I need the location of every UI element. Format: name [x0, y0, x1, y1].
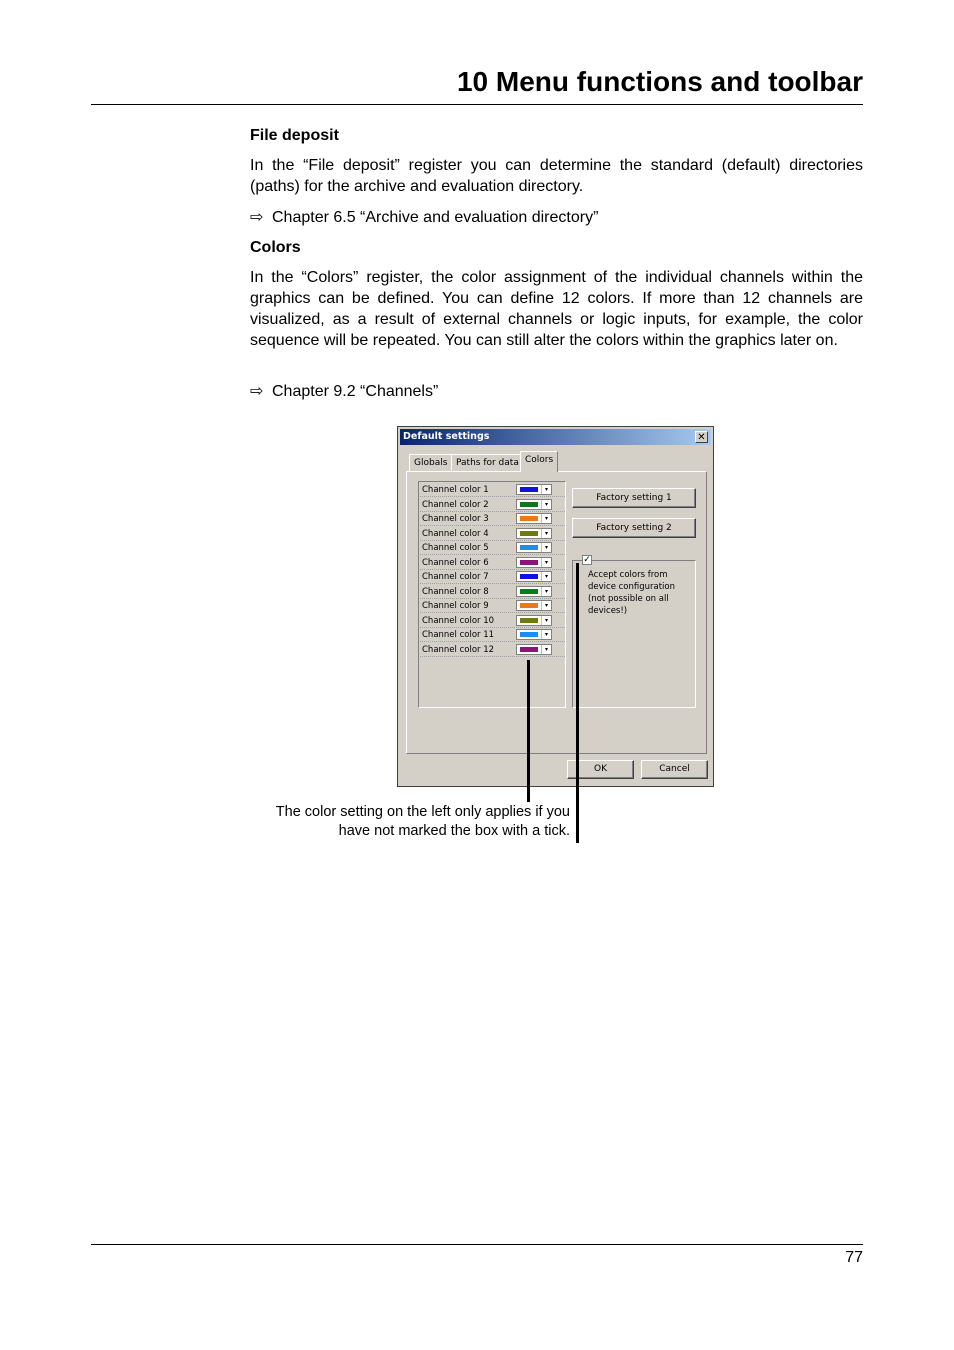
chevron-down-icon: ▾ [541, 500, 551, 509]
file-deposit-xref [250, 207, 598, 228]
channel-color-row [420, 614, 565, 628]
channel-color-label: Channel color 5 [422, 543, 489, 553]
channel-color-row [420, 556, 565, 570]
colors-xref [250, 381, 438, 402]
page-number: 77 [845, 1249, 863, 1266]
arrow-right-icon: ⇨ [250, 383, 264, 400]
channel-color-label: Channel color 12 [422, 644, 495, 655]
channel-color-row [420, 527, 565, 541]
colors-tab-panel [406, 471, 707, 754]
arrow-right-icon: ⇨ [250, 209, 264, 226]
channel-color-dropdown[interactable] [516, 644, 552, 655]
callout-line-checkbox [576, 563, 579, 843]
factory-setting-2-button[interactable]: Factory setting 2 [572, 518, 696, 538]
header-rule [91, 104, 863, 105]
xref-text: Chapter 6.5 “Archive and evaluation directory” [272, 209, 599, 226]
channel-color-row [420, 498, 565, 512]
colors-body: In the “Colors” register, the color assignment of the individual channels within the graphics can be defined. You can define 12 colors. If more than 12 channels are visualized, as a result of external channels or logic inputs, for example, the color sequence will be repeated. You can still alter the colors within the graphics later on. [250, 269, 863, 349]
chevron-down-icon: ▾ [541, 616, 551, 625]
channel-color-dropdown[interactable] [516, 600, 552, 611]
channel-color-dropdown[interactable] [516, 571, 552, 582]
channel-color-label: Channel color 7 [422, 572, 489, 582]
color-swatch [520, 647, 538, 652]
accept-colors-checkbox[interactable] [582, 555, 592, 565]
color-swatch [520, 632, 538, 637]
channel-color-row [420, 570, 565, 584]
chevron-down-icon: ▾ [541, 572, 551, 581]
chevron-down-icon: ▾ [541, 645, 551, 654]
color-swatch [520, 516, 538, 521]
ok-button[interactable]: OK [567, 760, 634, 779]
channel-color-label: Channel color 10 [422, 615, 495, 626]
chevron-down-icon: ▾ [541, 630, 551, 639]
factory-setting-1-button[interactable]: Factory setting 1 [572, 488, 696, 508]
accept-colors-label: Accept colors from device configuration (not possible on all devices!) [588, 570, 676, 616]
dialog-title: Default settings [403, 431, 490, 442]
channel-color-dropdown[interactable] [516, 615, 552, 626]
channel-color-dropdown[interactable] [516, 629, 552, 640]
color-swatch [520, 487, 538, 492]
channel-color-dropdown[interactable] [516, 586, 552, 597]
callout-line-list [527, 660, 530, 802]
color-swatch [520, 603, 538, 608]
tab-colors[interactable]: Colors [520, 451, 558, 472]
channel-color-row [420, 599, 565, 613]
chapter-title: 10 Menu functions and toolbar [456, 66, 863, 97]
chevron-down-icon: ▾ [541, 558, 551, 567]
channel-color-row [420, 628, 565, 642]
color-swatch [520, 560, 538, 565]
cancel-button[interactable]: Cancel [641, 760, 708, 779]
color-swatch [520, 531, 538, 536]
footer-rule [91, 1244, 863, 1245]
color-swatch [520, 574, 538, 579]
chevron-down-icon: ▾ [541, 543, 551, 552]
channel-color-label: Channel color 6 [422, 557, 489, 568]
dialog-titlebar [400, 429, 711, 445]
channel-color-row [420, 483, 565, 497]
color-swatch [520, 502, 538, 507]
channel-color-label: Channel color 9 [422, 601, 489, 611]
channel-color-row [420, 512, 565, 526]
channel-color-dropdown[interactable] [516, 513, 552, 524]
channel-color-dropdown[interactable] [516, 499, 552, 510]
colors-heading: Colors [250, 239, 301, 256]
close-icon[interactable]: ✕ [695, 431, 708, 443]
default-settings-dialog [397, 426, 714, 787]
chevron-down-icon: ▾ [541, 601, 551, 610]
chevron-down-icon: ▾ [541, 587, 551, 596]
tab-paths-for-data[interactable]: Paths for data [451, 454, 524, 471]
chevron-down-icon: ▾ [541, 514, 551, 523]
color-swatch [520, 545, 538, 550]
channel-color-label: Channel color 1 [422, 485, 489, 495]
channel-color-row [420, 541, 565, 555]
channel-color-dropdown[interactable] [516, 542, 552, 553]
file-deposit-heading: File deposit [250, 127, 339, 144]
channel-color-label: Channel color 4 [422, 528, 489, 539]
xref-text: Chapter 9.2 “Channels” [272, 383, 439, 400]
chevron-down-icon: ▾ [541, 529, 551, 538]
channel-color-label: Channel color 11 [422, 630, 495, 640]
color-swatch [520, 589, 538, 594]
color-swatch [520, 618, 538, 623]
file-deposit-body: In the “File deposit” register you can determine the standard (default) directories (paths) for the archive and evaluation directory. [250, 157, 863, 195]
channel-color-label: Channel color 3 [422, 514, 489, 524]
channel-color-label: Channel color 2 [422, 499, 489, 510]
channel-color-dropdown[interactable] [516, 557, 552, 568]
channel-color-dropdown[interactable] [516, 528, 552, 539]
chevron-down-icon: ▾ [541, 485, 551, 494]
channel-color-row [420, 643, 565, 657]
channel-color-dropdown[interactable] [516, 484, 552, 495]
tab-globals[interactable]: Globals [409, 454, 452, 471]
channel-color-label: Channel color 8 [422, 586, 489, 597]
channel-color-list [418, 481, 566, 708]
channel-color-row [420, 585, 565, 599]
figure-caption: The color setting on the left only applies if you have not marked the box with a tick. [275, 804, 570, 839]
check-icon: ✓ [583, 555, 591, 565]
